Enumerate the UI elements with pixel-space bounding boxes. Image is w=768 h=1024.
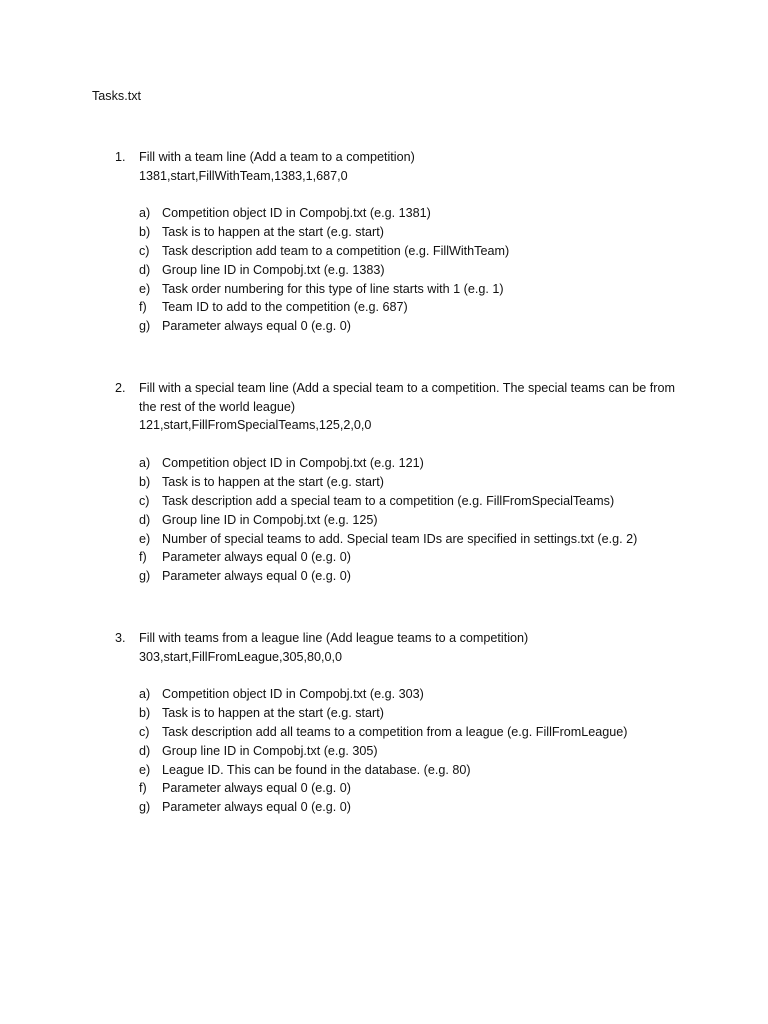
section-heading: Fill with a special team line (Add a special team to a competition. The special teams can be from the rest of the world league) <box>139 381 675 414</box>
item-text: Number of special teams to add. Special team IDs are specified in settings.txt (e.g. 2) <box>162 531 638 546</box>
list-item <box>0 204 768 223</box>
item-letter: a) <box>139 687 151 701</box>
item-letter: c) <box>139 243 150 258</box>
item-letter: d) <box>139 262 151 277</box>
item-text: Parameter always equal 0 (e.g. 0) <box>162 800 351 815</box>
item-letter: d) <box>139 743 151 758</box>
item-text: Task description add all teams to a competition from a league (e.g. FillFromLeague) <box>162 724 628 739</box>
item-text: Parameter always equal 0 (e.g. 0) <box>162 569 351 584</box>
item-text: Group line ID in Compobj.txt (e.g. 125) <box>162 512 378 527</box>
list-item <box>0 298 768 317</box>
item-letter: g) <box>139 800 151 815</box>
item-letter: e) <box>139 531 151 546</box>
item-letter: b) <box>139 705 151 720</box>
list-item <box>0 261 768 280</box>
item-text: Parameter always equal 0 (e.g. 0) <box>162 319 351 334</box>
item-text: Parameter always equal 0 (e.g. 0) <box>162 550 351 565</box>
list-item <box>0 454 768 473</box>
list-item <box>0 492 768 511</box>
document-title: Tasks.txt <box>92 89 141 103</box>
item-text: League ID. This can be found in the database. (e.g. 80) <box>162 762 471 777</box>
item-text: Competition object ID in Compobj.txt (e.g. 121) <box>162 456 424 470</box>
item-text: Task is to happen at the start (e.g. start) <box>162 474 384 489</box>
item-letter: e) <box>139 762 151 777</box>
item-text: Competition object ID in Compobj.txt (e.g. 303) <box>162 687 424 701</box>
item-letter: g) <box>139 569 151 584</box>
list-item <box>0 511 768 530</box>
list-item <box>0 742 768 761</box>
item-letter: a) <box>139 206 151 220</box>
item-letter: b) <box>139 224 151 239</box>
section-code-line: 121,start,FillFromSpecialTeams,125,2,0,0 <box>139 418 372 433</box>
item-text: Task description add a special team to a competition (e.g. FillFromSpecialTeams) <box>162 493 615 508</box>
list-item <box>0 704 768 723</box>
list-item <box>0 280 768 299</box>
list-item <box>0 242 768 261</box>
section-number: 1. <box>115 150 126 164</box>
item-letter: f) <box>139 781 147 796</box>
section-code-line: 303,start,FillFromLeague,305,80,0,0 <box>139 649 343 664</box>
list-item <box>0 685 768 704</box>
item-text: Task description add team to a competition (e.g. FillWithTeam) <box>162 243 510 258</box>
parameter-list <box>0 685 768 817</box>
item-text: Team ID to add to the competition (e.g. 687) <box>162 300 408 315</box>
list-item <box>0 761 768 780</box>
item-letter: g) <box>139 319 151 334</box>
list-item <box>0 779 768 798</box>
item-letter: f) <box>139 550 147 565</box>
list-item <box>0 223 768 242</box>
section-heading: Fill with teams from a league line (Add league teams to a competition) <box>139 631 529 645</box>
item-text: Parameter always equal 0 (e.g. 0) <box>162 781 351 796</box>
item-letter: f) <box>139 300 147 315</box>
item-letter: d) <box>139 512 151 527</box>
parameter-list <box>0 204 768 336</box>
item-letter: b) <box>139 474 151 489</box>
item-text: Task is to happen at the start (e.g. start) <box>162 705 384 720</box>
item-text: Competition object ID in Compobj.txt (e.g. 1381) <box>162 206 431 220</box>
item-text: Task order numbering for this type of line starts with 1 (e.g. 1) <box>162 281 504 296</box>
list-item <box>0 567 768 586</box>
item-text: Group line ID in Compobj.txt (e.g. 1383) <box>162 262 385 277</box>
parameter-list <box>0 454 768 586</box>
item-letter: a) <box>139 456 151 470</box>
list-item <box>0 530 768 549</box>
list-item <box>0 473 768 492</box>
item-letter: c) <box>139 724 150 739</box>
item-letter: c) <box>139 493 150 508</box>
item-text: Group line ID in Compobj.txt (e.g. 305) <box>162 743 378 758</box>
section-code-line: 1381,start,FillWithTeam,1383,1,687,0 <box>139 168 348 183</box>
section-number: 2. <box>115 381 126 395</box>
list-item <box>0 723 768 742</box>
list-item <box>0 548 768 567</box>
item-letter: e) <box>139 281 151 296</box>
list-item <box>0 798 768 817</box>
section-number: 3. <box>115 631 126 645</box>
list-item <box>0 317 768 336</box>
section-heading: Fill with a team line (Add a team to a competition) <box>139 150 415 164</box>
item-text: Task is to happen at the start (e.g. start) <box>162 224 384 239</box>
